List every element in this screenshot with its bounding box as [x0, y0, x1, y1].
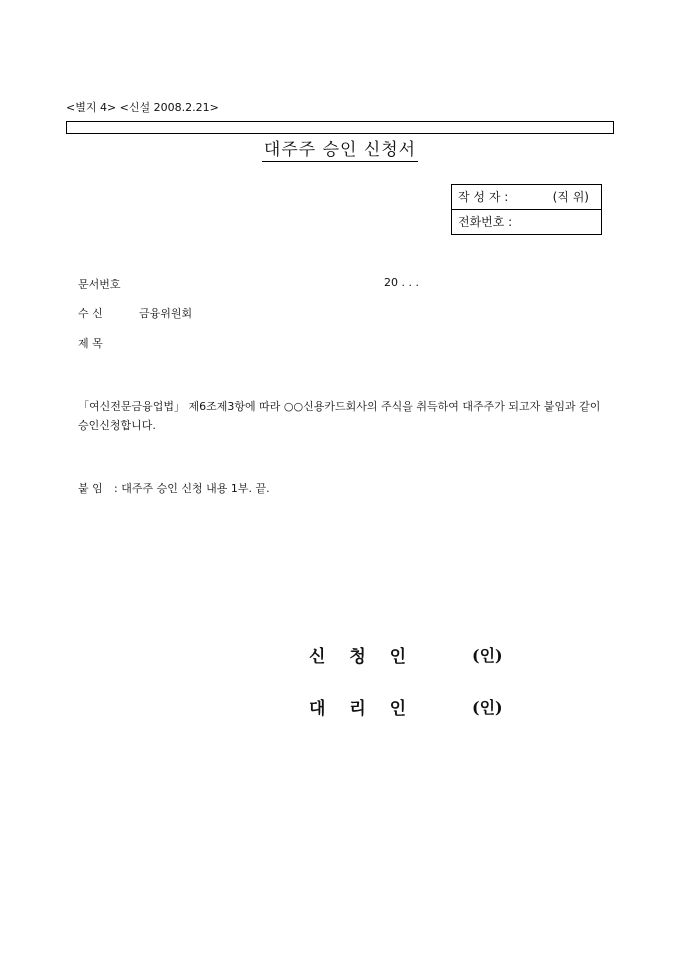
- document-title: [0, 135, 680, 162]
- recipient-value: 금융위원회: [139, 307, 193, 320]
- header-bar: [66, 121, 614, 134]
- applicant-label: 신 청 인: [309, 647, 416, 667]
- date-field: 20 . . .: [384, 276, 419, 289]
- doc-number-label: 문서번호: [78, 278, 121, 291]
- subject-label: 제 목: [78, 337, 103, 350]
- applicant-seal: (인): [472, 646, 503, 665]
- representative-label: 대 리 인: [309, 699, 416, 719]
- position-label: (직 위): [552, 190, 589, 204]
- body-paragraph: 「여신전문금융업법」 제6조제3항에 따라 ○○신용카드회사의 주식을 취득하여 대주주가 되고자 붙임과 같이 승인신청합니다.: [78, 400, 601, 432]
- attachment-label: 붙 임: [78, 482, 103, 495]
- author-info-box: [451, 184, 602, 235]
- attachment-text: : 대주주 승인 신청 내용 1부. 끝.: [114, 482, 270, 495]
- author-label: 작 성 자 :: [458, 190, 509, 204]
- representative-seal: (인): [472, 698, 503, 717]
- author-row: [452, 185, 601, 210]
- title-text: 대주주 승인 신청서: [262, 135, 418, 162]
- phone-row: [452, 210, 601, 235]
- form-header-note: <별지 4> <신설 2008.2.21>: [66, 101, 219, 114]
- phone-label: 전화번호 :: [458, 215, 513, 229]
- recipient-label: 수 신: [78, 307, 103, 320]
